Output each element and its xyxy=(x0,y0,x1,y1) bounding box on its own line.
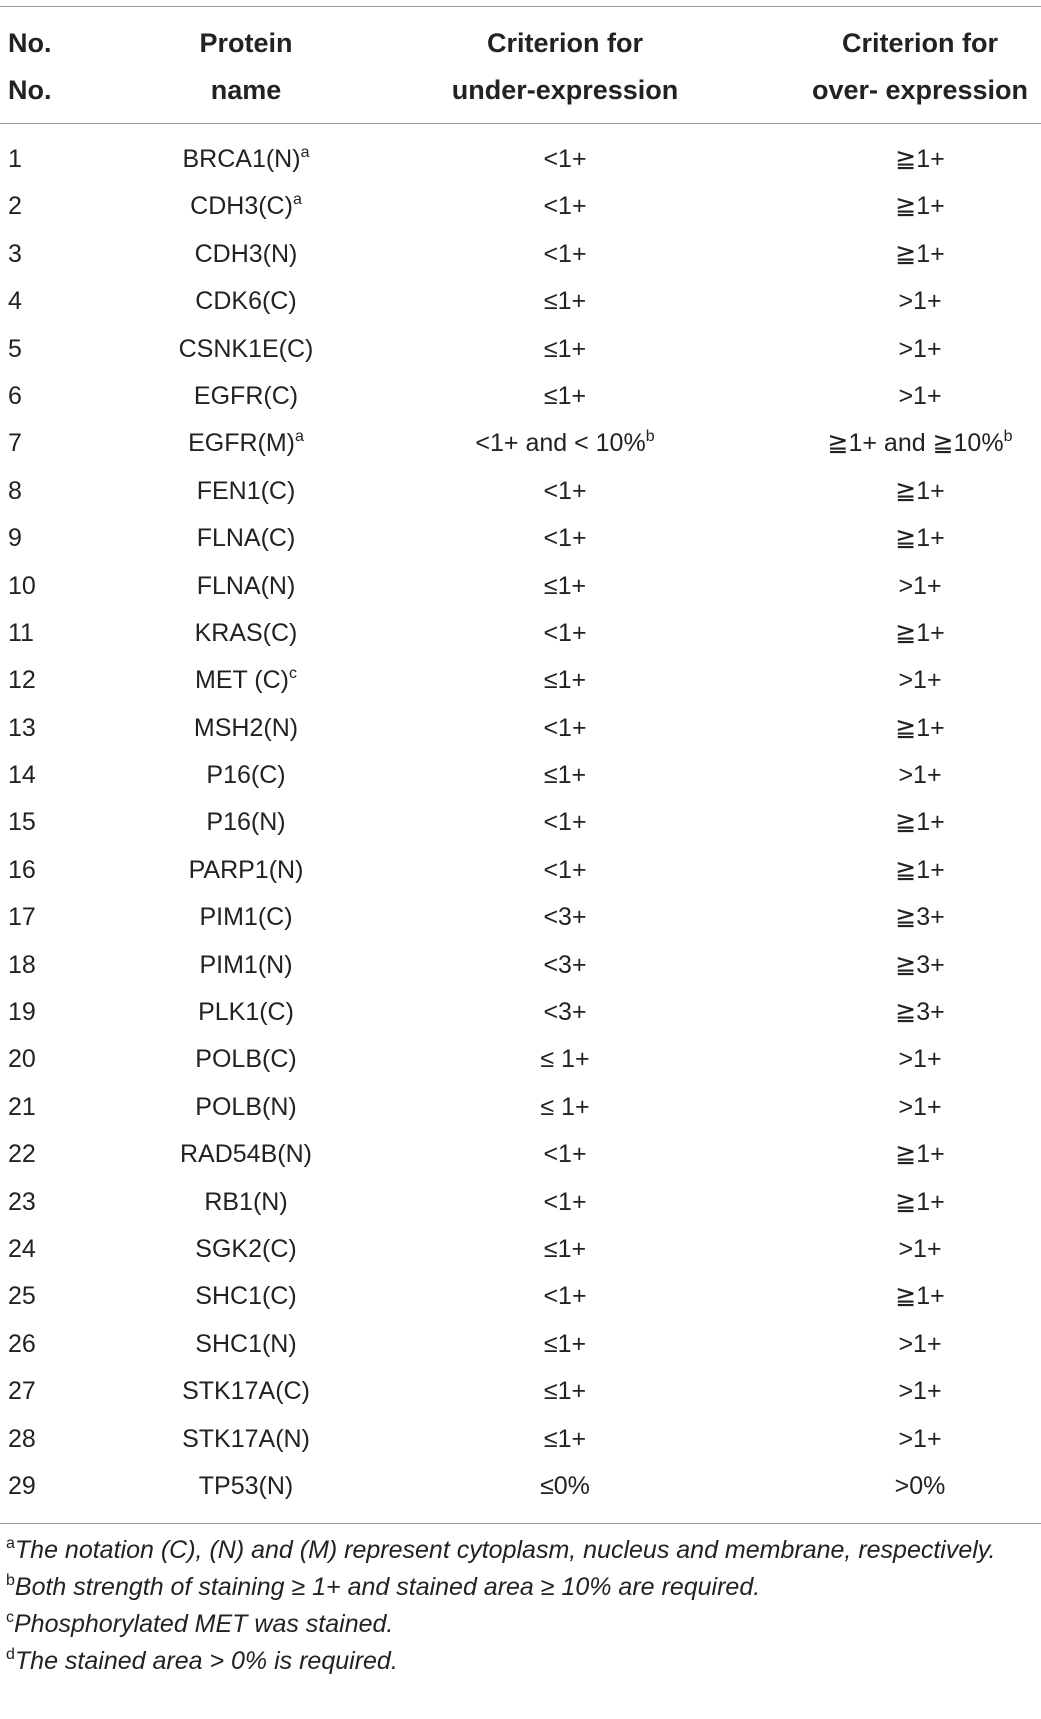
cell-over-criterion: >1+ xyxy=(898,1424,942,1453)
table-row xyxy=(0,1084,1041,1131)
cell-no: 12 xyxy=(8,666,36,695)
cell-under-criterion: <1+ xyxy=(543,145,587,173)
cell-no: 14 xyxy=(8,761,36,790)
cell-protein-name: SHC1(C) xyxy=(195,1282,297,1311)
table-row xyxy=(0,1321,1041,1368)
cell-no: 13 xyxy=(8,713,36,742)
footnote-mark: b xyxy=(645,428,655,446)
cell-protein-name: $EGFR(M)^a$ xyxy=(188,428,304,458)
cell-no: 18 xyxy=(8,950,36,979)
cell-protein-name: $CDH3(C)^a$ xyxy=(190,191,302,221)
cell-over-criterion: >1+ xyxy=(898,1377,942,1406)
table-top-rule xyxy=(0,6,1041,7)
table-row xyxy=(0,278,1041,325)
cell-protein-name: RB1(N) xyxy=(204,1187,288,1216)
cell-under-criterion: <1+ xyxy=(543,476,587,505)
footnote-mark: a xyxy=(295,428,304,446)
cell-protein-name: CSNK1E(C) xyxy=(178,334,314,363)
cell-under-criterion: <1+ xyxy=(543,1187,587,1216)
cell-over-criterion: >1+ xyxy=(898,334,942,363)
footnote-mark: a xyxy=(292,191,302,209)
cell-protein-name: PLK1(C) xyxy=(198,998,294,1027)
cell-no: 15 xyxy=(8,808,36,837)
table-row xyxy=(0,1368,1041,1415)
cell-under-criterion: ≤0% xyxy=(540,1471,590,1500)
cell-over-criterion: >1+ xyxy=(898,761,942,790)
cell-over-criterion: ≧1+ xyxy=(895,855,945,884)
table-body xyxy=(0,136,1041,1510)
cell-no: 2 xyxy=(8,192,22,221)
cell-over-criterion: ≧1+ xyxy=(895,808,945,837)
table-row xyxy=(0,1226,1041,1273)
table-header xyxy=(0,20,1041,120)
cell-over-criterion: ≧1+ xyxy=(895,1140,945,1169)
cell-protein-name: $BRCA1(N)^a$ xyxy=(182,144,310,173)
cell-under-criterion: <1+ xyxy=(543,239,587,268)
cell-no: 24 xyxy=(8,1234,36,1263)
cell-protein-name: TP53(N) xyxy=(198,1471,294,1500)
header-over-expression: Criterion for over- expression xyxy=(811,28,1029,105)
cell-under-criterion: <1+ xyxy=(543,618,587,647)
table-row xyxy=(0,942,1041,989)
cell-under-criterion: ≤ 1+ xyxy=(540,1092,590,1121)
cell-no: 20 xyxy=(8,1045,36,1074)
table-row xyxy=(0,1273,1041,1320)
cell-under-criterion: ≤1+ xyxy=(543,1424,587,1453)
cell-no: 7 xyxy=(8,429,22,458)
cell-over-criterion: >0% xyxy=(894,1471,946,1500)
cell-over-criterion: ≧1+ and ≧10%$^b$ xyxy=(827,428,1013,458)
cell-no: 27 xyxy=(8,1377,36,1406)
cell-no: 22 xyxy=(8,1140,36,1169)
cell-under-criterion: ≤1+ xyxy=(543,1234,587,1263)
cell-protein-name: CDK6(C) xyxy=(195,287,297,316)
cell-under-criterion: <1+ xyxy=(543,524,587,553)
cell-over-criterion: ≧1+ xyxy=(895,1282,945,1311)
table-row xyxy=(0,468,1041,515)
cell-no: 28 xyxy=(8,1424,36,1453)
cell-over-criterion: ≧1+ xyxy=(895,618,945,647)
cell-no: 3 xyxy=(8,239,22,268)
cell-over-criterion: >1+ xyxy=(898,571,942,600)
cell-under-criterion: ≤1+ xyxy=(543,287,587,316)
table-row xyxy=(0,515,1041,562)
cell-protein-name: STK17A(C) xyxy=(182,1377,310,1406)
cell-no: 9 xyxy=(8,524,22,553)
cell-over-criterion: ≧3+ xyxy=(895,998,945,1027)
cell-protein-name: PIM1(N) xyxy=(199,950,293,979)
table-row xyxy=(0,1131,1041,1178)
table-row xyxy=(0,136,1041,183)
table-row xyxy=(0,326,1041,373)
cell-over-criterion: >1+ xyxy=(898,1045,942,1074)
cell-no: 6 xyxy=(8,381,22,410)
cell-over-criterion: ≧3+ xyxy=(895,903,945,932)
cell-no: 4 xyxy=(8,287,22,316)
cell-no: 19 xyxy=(8,998,36,1027)
cell-protein-name: MET $(C)^c$ xyxy=(195,665,297,695)
cell-no: 1 xyxy=(8,145,22,173)
header-protein-name: Protein name xyxy=(199,28,293,105)
cell-under-criterion: ≤1+ xyxy=(543,1377,587,1406)
cell-no: 10 xyxy=(8,571,36,600)
cell-under-criterion: ≤1+ xyxy=(543,381,587,410)
table-row xyxy=(0,799,1041,846)
cell-protein-name: STK17A(N) xyxy=(182,1424,310,1453)
cell-under-criterion: <1+ and < 10%$^b$ xyxy=(475,428,655,458)
cell-no: 23 xyxy=(8,1187,36,1216)
cell-protein-name: CDH3(N) xyxy=(194,239,298,268)
table-row xyxy=(0,657,1041,704)
cell-over-criterion: >1+ xyxy=(898,1234,942,1263)
cell-protein-name: PARP1(N) xyxy=(188,855,304,884)
footnote-a: $^a$The notation (C), (N) and (M) represent cytoplasm, nucleus and membrane, respectively. xyxy=(6,1535,996,1564)
cell-no: 21 xyxy=(8,1092,36,1121)
table-row xyxy=(0,1416,1041,1463)
cell-protein-name: SGK2(C) xyxy=(195,1234,297,1263)
cell-protein-name: FLNA(C) xyxy=(196,524,296,553)
cell-over-criterion: ≧1+ xyxy=(895,476,945,505)
header-no: No. No. xyxy=(8,28,52,105)
cell-protein-name: EGFR(C) xyxy=(193,381,299,410)
cell-protein-name: POLB(N) xyxy=(195,1092,297,1121)
cell-over-criterion: ≧1+ xyxy=(895,713,945,742)
cell-over-criterion: ≧1+ xyxy=(895,239,945,268)
cell-over-criterion: >1+ xyxy=(898,1329,942,1358)
cell-no: 16 xyxy=(8,855,36,884)
cell-over-criterion: >1+ xyxy=(898,666,942,695)
footnote-mark: b xyxy=(1003,428,1013,446)
cell-over-criterion: ≧1+ xyxy=(895,1187,945,1216)
cell-over-criterion: ≧1+ xyxy=(895,524,945,553)
header-under-expression: Criterion for under-expression xyxy=(451,28,679,105)
table-row xyxy=(0,894,1041,941)
cell-protein-name: P16(C) xyxy=(206,761,286,790)
footnote-d: $^d$The stained area > 0% is required. xyxy=(6,1646,398,1675)
cell-under-criterion: ≤ 1+ xyxy=(540,1045,590,1074)
cell-under-criterion: <3+ xyxy=(543,903,587,932)
footnote-c: $^c$Phosphorylated MET was stained. xyxy=(6,1609,394,1638)
table-row xyxy=(0,752,1041,799)
table-row xyxy=(0,610,1041,657)
table-bottom-rule xyxy=(0,1523,1041,1524)
cell-protein-name: RAD54B(N) xyxy=(180,1140,312,1169)
table-row xyxy=(0,373,1041,420)
cell-over-criterion: >1+ xyxy=(898,381,942,410)
table-row xyxy=(0,705,1041,752)
cell-over-criterion: >1+ xyxy=(898,287,942,316)
footnotes xyxy=(6,1532,1036,1680)
cell-protein-name: MSH2(N) xyxy=(193,713,299,742)
cell-under-criterion: ≤1+ xyxy=(543,571,587,600)
cell-protein-name: FLNA(N) xyxy=(196,571,296,600)
cell-under-criterion: ≤1+ xyxy=(543,334,587,363)
footnote-mark: a xyxy=(300,144,310,161)
cell-no: 29 xyxy=(8,1471,36,1500)
table-row xyxy=(0,989,1041,1036)
table-row xyxy=(0,1179,1041,1226)
cell-over-criterion: >1+ xyxy=(898,1092,942,1121)
cell-protein-name: POLB(C) xyxy=(195,1045,297,1074)
cell-under-criterion: ≤1+ xyxy=(543,761,587,790)
cell-under-criterion: <1+ xyxy=(543,808,587,837)
cell-no: 25 xyxy=(8,1282,36,1311)
cell-under-criterion: ≤1+ xyxy=(543,1329,587,1358)
cell-under-criterion: <3+ xyxy=(543,998,587,1027)
table-row xyxy=(0,420,1041,467)
footnote-b: $^b$Both strength of staining ≥ 1+ and stained area ≥ 10% are required. xyxy=(6,1572,761,1601)
cell-protein-name: FEN1(C) xyxy=(196,476,296,505)
table-row xyxy=(0,1036,1041,1083)
cell-under-criterion: <3+ xyxy=(543,950,587,979)
cell-under-criterion: <1+ xyxy=(543,855,587,884)
cell-no: 26 xyxy=(8,1329,36,1358)
cell-protein-name: SHC1(N) xyxy=(195,1329,297,1358)
cell-over-criterion: ≧3+ xyxy=(895,950,945,979)
cell-no: 8 xyxy=(8,476,22,505)
cell-protein-name: PIM1(C) xyxy=(199,903,293,932)
cell-under-criterion: ≤1+ xyxy=(543,666,587,695)
cell-over-criterion: ≧1+ xyxy=(895,145,945,173)
cell-under-criterion: <1+ xyxy=(543,192,587,221)
cell-no: 17 xyxy=(8,903,36,932)
footnote-mark: c xyxy=(288,665,297,683)
table-header-rule xyxy=(0,123,1041,124)
cell-no: 5 xyxy=(8,334,22,363)
table-row xyxy=(0,231,1041,278)
cell-under-criterion: <1+ xyxy=(543,713,587,742)
cell-under-criterion: <1+ xyxy=(543,1140,587,1169)
cell-no: 11 xyxy=(8,618,34,647)
cell-under-criterion: <1+ xyxy=(543,1282,587,1311)
table-row xyxy=(0,847,1041,894)
table-row xyxy=(0,183,1041,230)
table-row xyxy=(0,1463,1041,1510)
cell-over-criterion: ≧1+ xyxy=(895,192,945,221)
cell-protein-name: P16(N) xyxy=(206,808,286,837)
table-row xyxy=(0,563,1041,610)
cell-protein-name: KRAS(C) xyxy=(194,618,298,647)
